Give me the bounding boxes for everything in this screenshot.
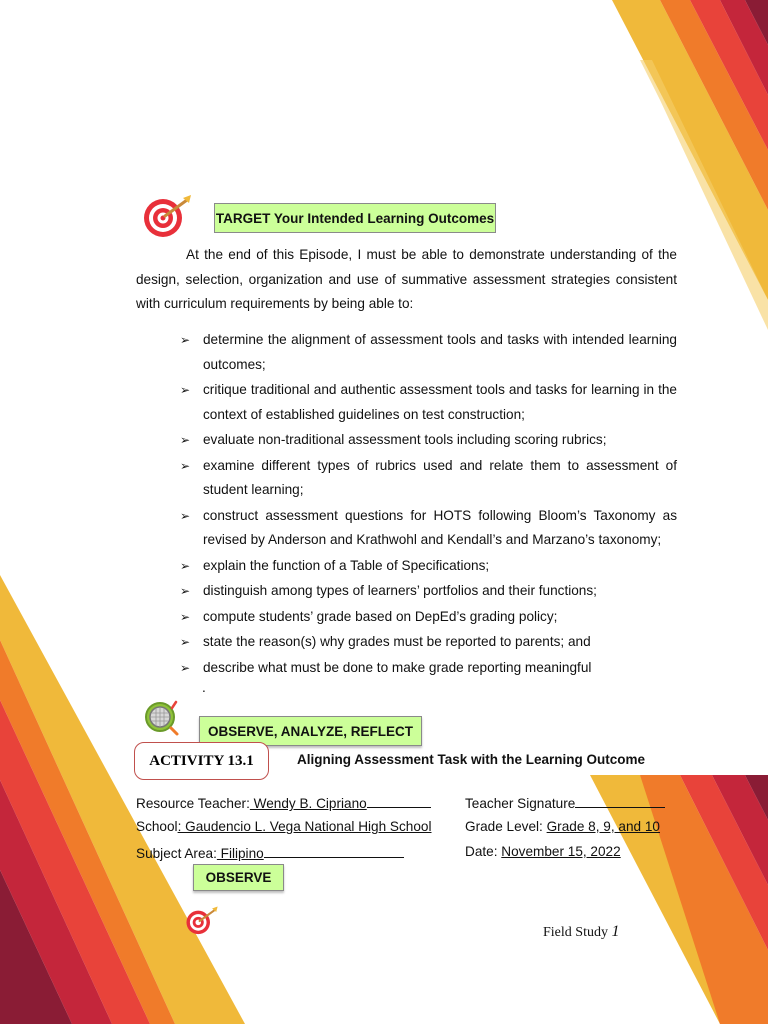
list-item: ➢ determine the alignment of assessment tools and tasks with intended learning outcomes;: [180, 328, 677, 377]
arrow-bullet-icon: ➢: [180, 558, 191, 573]
target-heading: TARGET Your Intended Learning Outcomes: [214, 203, 496, 233]
date-value: November 15, 2022: [501, 844, 621, 859]
list-item: ➢ distinguish among types of learners’ portfolios and their functions;: [180, 579, 677, 604]
observe-icon: [142, 698, 182, 738]
arrow-bullet-icon: ➢: [180, 433, 191, 447]
target-icon: [141, 194, 193, 238]
arrow-bullet-icon: ➢: [180, 584, 191, 598]
observe-analyze-reflect-heading: OBSERVE, ANALYZE, REFLECT: [199, 716, 422, 746]
arrow-bullet-icon: ➢: [180, 458, 191, 473]
list-item: ➢ state the reason(s) why grades must be reported to parents; and: [180, 630, 677, 655]
activity-label: ACTIVITY 13.1: [134, 742, 269, 780]
blank-line: [367, 794, 431, 808]
target-icon: [183, 904, 219, 938]
list-item: ➢ describe what must be done to make grade reporting meaningful: [180, 656, 677, 681]
list-item: ➢ compute students’ grade based on DepEd’s grading policy;: [180, 605, 677, 630]
date-field: Date: November 15, 2022: [465, 844, 621, 859]
page-number: 1: [611, 923, 620, 940]
arrow-bullet-icon: ➢: [180, 333, 191, 347]
list-item: ➢ critique traditional and authentic assessment tools and tasks for learning in the context of established guidelines on test construction;: [180, 378, 677, 427]
subject-area-value: Filipino: [216, 846, 264, 861]
resource-teacher-value: Wendy B. Cipriano: [249, 796, 367, 811]
school-value: : Gaudencio L. Vega National High School: [177, 819, 432, 834]
list-item: ➢ explain the function of a Table of Specifications;: [180, 554, 677, 579]
arrow-bullet-icon: ➢: [180, 508, 191, 523]
list-item: ➢ construct assessment questions for HOTS following Bloom’s Taxonomy as revised by Anderson and Krathwohl and Kendall’s and Marzano’s taxonomy;: [180, 504, 677, 553]
observe-heading: OBSERVE: [193, 864, 284, 891]
resource-teacher-field: Resource Teacher: Wendy B. Cipriano: [136, 794, 431, 811]
arrow-bullet-icon: ➢: [180, 660, 191, 675]
trailing-dot: .: [202, 680, 206, 695]
grade-level-value: Grade 8, 9, and 10: [546, 819, 660, 834]
list-item: ➢ evaluate non-traditional assessment tools including scoring rubrics;: [180, 428, 677, 453]
blank-line: [264, 844, 404, 858]
arrow-bullet-icon: ➢: [180, 609, 191, 624]
signature-line: [575, 794, 665, 808]
activity-title: Aligning Assessment Task with the Learning Outcome: [297, 752, 646, 767]
intro-paragraph: At the end of this Episode, I must be able to demonstrate understanding of the design, selection, organization and use of summative assessment strategies consistent with curriculum requirements by being able to:: [136, 247, 677, 311]
grade-level-field: Grade Level: Grade 8, 9, and 10: [465, 819, 660, 834]
subject-area-field: Subject Area: Filipino: [136, 844, 404, 861]
list-item: ➢ examine different types of rubrics used and relate them to assessment of student learning;: [180, 454, 677, 503]
arrow-bullet-icon: ➢: [180, 383, 191, 397]
school-field: School: Gaudencio L. Vega National High School: [136, 819, 432, 834]
outcomes-list: [180, 328, 677, 681]
arrow-bullet-icon: ➢: [180, 635, 191, 649]
teacher-signature-field: Teacher Signature: [465, 794, 665, 811]
page-footer: Field Study 1: [543, 923, 620, 940]
